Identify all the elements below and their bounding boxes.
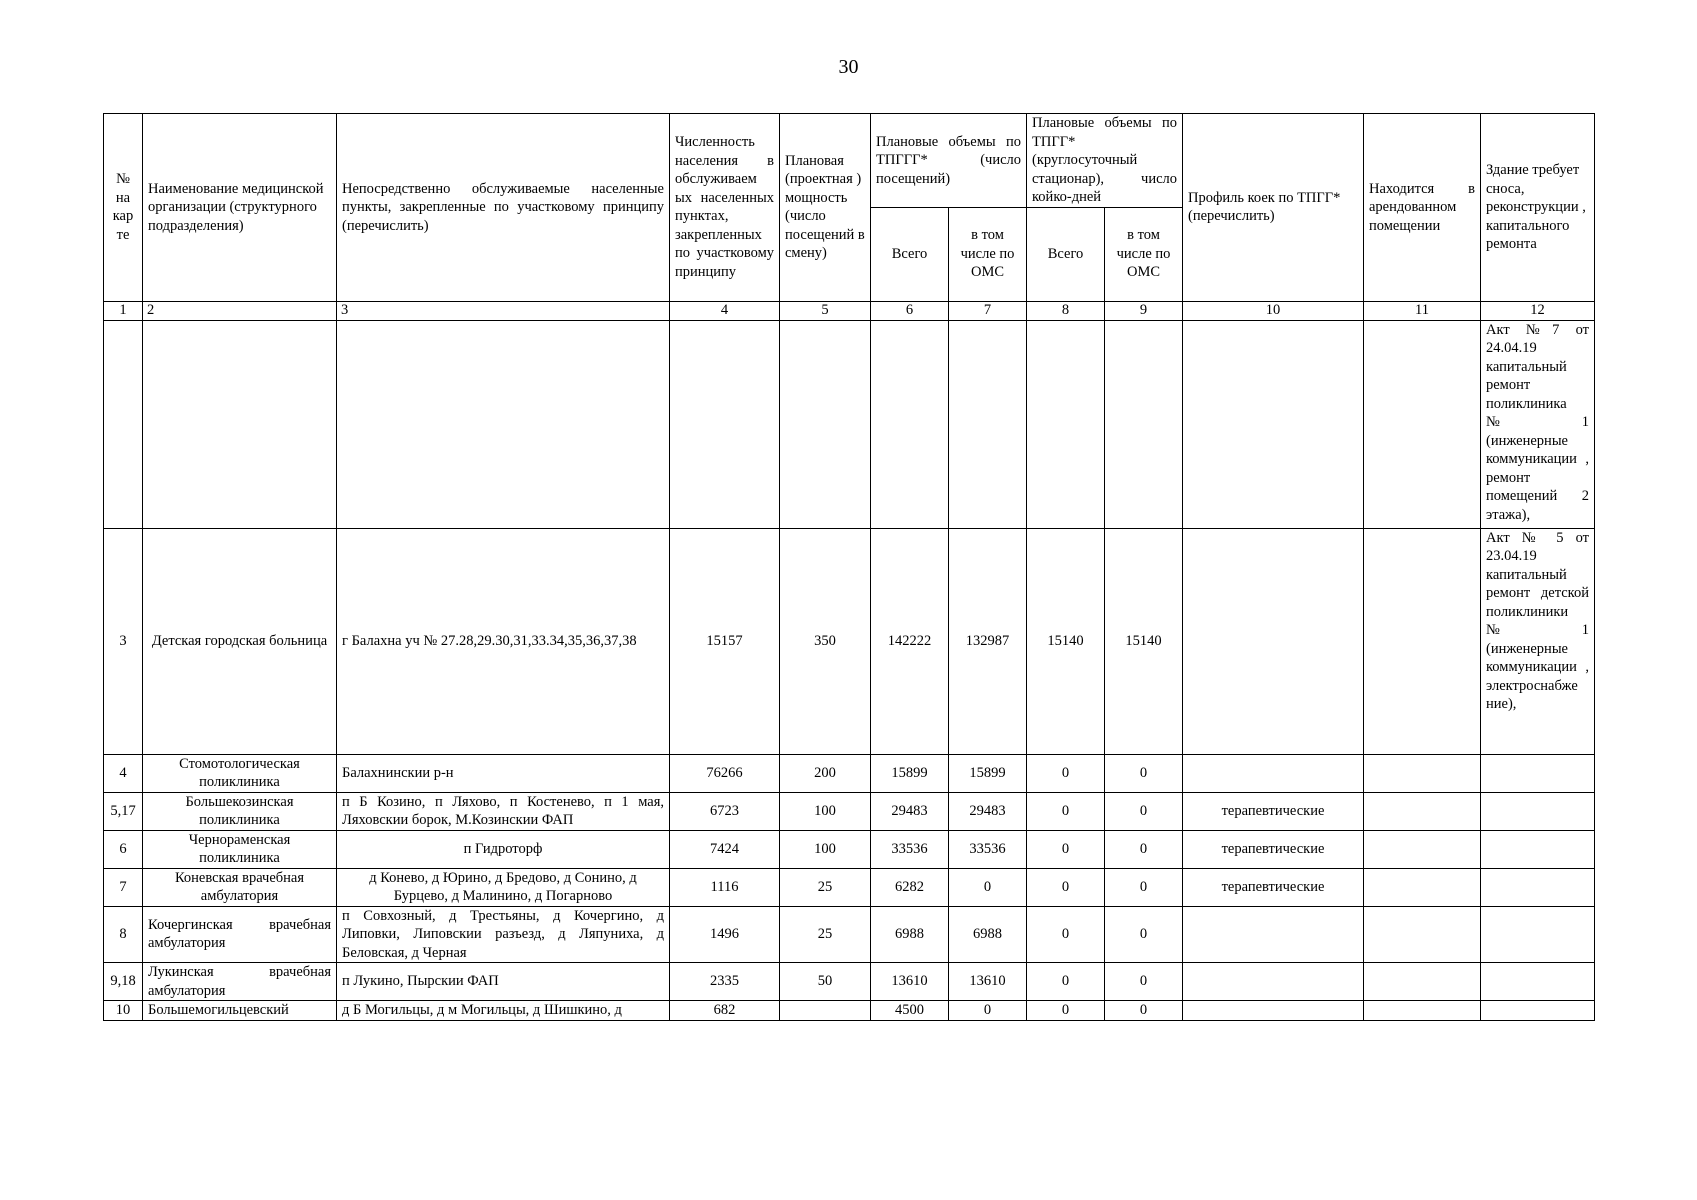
cell-population: 1116 [670, 868, 780, 906]
cell-map-number: 9,18 [104, 963, 143, 1001]
cell-beds-oms: 0 [1105, 754, 1183, 792]
cell-building-repair [1481, 868, 1595, 906]
header-beds-oms: в том числе по ОМС [1105, 207, 1183, 301]
cell-visits-total: 15899 [871, 754, 949, 792]
cell-visits-total: 29483 [871, 792, 949, 830]
cell-visits-total: 13610 [871, 963, 949, 1001]
header-capacity: Плановая (проектная ) мощность (число посещений в смену) [780, 114, 871, 302]
cell-visits-total: 33536 [871, 830, 949, 868]
cell-beds-oms: 0 [1105, 830, 1183, 868]
cell-rented [1364, 320, 1481, 528]
table-row [104, 320, 1595, 528]
cell-map-number: 10 [104, 1001, 143, 1021]
cell-beds-total: 0 [1027, 868, 1105, 906]
cell-map-number: 8 [104, 906, 143, 963]
cell-rented [1364, 963, 1481, 1001]
table-row [104, 906, 1595, 963]
cell-population: 15157 [670, 528, 780, 754]
cell-capacity: 25 [780, 906, 871, 963]
cell-rented [1364, 1001, 1481, 1021]
cell-beds-total: 0 [1027, 1001, 1105, 1021]
cell-organization-name: Большемогильцевский [143, 1001, 337, 1021]
cell-organization-name: Стомотологическая поликлиника [143, 754, 337, 792]
cell-population: 682 [670, 1001, 780, 1021]
cell-building-repair [1481, 792, 1595, 830]
cell-beds-total: 15140 [1027, 528, 1105, 754]
cell-map-number: 6 [104, 830, 143, 868]
cell-map-number [104, 320, 143, 528]
cell-visits-oms: 132987 [949, 528, 1027, 754]
cell-rented [1364, 528, 1481, 754]
cell-organization-name: Большекозинская поликлиника [143, 792, 337, 830]
cell-beds-total: 0 [1027, 754, 1105, 792]
cell-map-number: 3 [104, 528, 143, 754]
column-number: 12 [1481, 301, 1595, 320]
cell-bed-profile [1183, 528, 1364, 754]
cell-organization-name: Чернораменская поликлиника [143, 830, 337, 868]
cell-organization-name [143, 320, 337, 528]
cell-visits-oms: 6988 [949, 906, 1027, 963]
cell-settlements: п Лукино, Пырскии ФАП [337, 963, 670, 1001]
header-organization-name: Наименование медицинской организации (структурного подразделения) [143, 114, 337, 302]
cell-rented [1364, 868, 1481, 906]
cell-rented [1364, 754, 1481, 792]
cell-bed-profile [1183, 754, 1364, 792]
cell-settlements [337, 320, 670, 528]
cell-beds-total: 0 [1027, 830, 1105, 868]
header-settlements: Непосредственно обслуживаемые населенные пункты, закрепленные по участковому принципу (перечислить) [337, 114, 670, 302]
header-building-repair: Здание требует сноса, реконструкции , капитального ремонта [1481, 114, 1595, 302]
cell-organization-name: Детская городская больница [143, 528, 337, 754]
cell-visits-oms: 0 [949, 868, 1027, 906]
cell-visits-total: 6282 [871, 868, 949, 906]
cell-map-number: 7 [104, 868, 143, 906]
header-bed-profile: Профиль коек по ТПГГ* (перечислить) [1183, 114, 1364, 302]
header-visits-group: Плановые объемы по ТПГГГ* (число посещений) [871, 114, 1027, 208]
header-beds-total: Всего [1027, 207, 1105, 301]
cell-rented [1364, 906, 1481, 963]
column-number: 2 [143, 301, 337, 320]
cell-population: 1496 [670, 906, 780, 963]
table-row [104, 792, 1595, 830]
column-number-row [104, 301, 1595, 320]
cell-bed-profile [1183, 1001, 1364, 1021]
column-number: 10 [1183, 301, 1364, 320]
cell-population: 76266 [670, 754, 780, 792]
cell-building-repair [1481, 754, 1595, 792]
column-number: 4 [670, 301, 780, 320]
cell-beds-total: 0 [1027, 906, 1105, 963]
cell-beds-total: 0 [1027, 963, 1105, 1001]
cell-population: 7424 [670, 830, 780, 868]
medical-organizations-table [103, 113, 1595, 1021]
page-number: 30 [838, 56, 859, 78]
cell-map-number: 4 [104, 754, 143, 792]
column-number: 1 [104, 301, 143, 320]
cell-organization-name: Коневская врачебная амбулатория [143, 868, 337, 906]
table-row [104, 528, 1595, 754]
column-number: 6 [871, 301, 949, 320]
header-map-number: № на кар те [104, 114, 143, 302]
cell-capacity [780, 1001, 871, 1021]
cell-visits-oms: 33536 [949, 830, 1027, 868]
cell-capacity: 50 [780, 963, 871, 1001]
cell-building-repair [1481, 830, 1595, 868]
cell-settlements: г Балахна уч № 27.28,29.30,31,33.34,35,36,37,38 [337, 528, 670, 754]
table-row [104, 1001, 1595, 1021]
column-number: 3 [337, 301, 670, 320]
column-number: 7 [949, 301, 1027, 320]
header-row [104, 114, 1595, 208]
cell-settlements: п Совхозный, д Трестьяны, д Кочергино, д Липовки, Липовскии разъезд, д Ляпуниха, д Беловская, д Черная [337, 906, 670, 963]
cell-bed-profile [1183, 906, 1364, 963]
cell-population [670, 320, 780, 528]
cell-population: 6723 [670, 792, 780, 830]
cell-beds-oms: 15140 [1105, 528, 1183, 754]
cell-visits-total: 4500 [871, 1001, 949, 1021]
cell-beds-oms: 0 [1105, 868, 1183, 906]
table-row [104, 868, 1595, 906]
cell-bed-profile: терапевтические [1183, 792, 1364, 830]
cell-organization-name: Кочергинская врачебная амбулатория [143, 906, 337, 963]
table-row [104, 830, 1595, 868]
column-number: 9 [1105, 301, 1183, 320]
cell-population: 2335 [670, 963, 780, 1001]
cell-capacity: 25 [780, 868, 871, 906]
table-row [104, 963, 1595, 1001]
cell-beds-oms: 0 [1105, 963, 1183, 1001]
header-visits-oms: в том числе по ОМС [949, 207, 1027, 301]
column-number: 11 [1364, 301, 1481, 320]
cell-visits-oms: 13610 [949, 963, 1027, 1001]
cell-visits-total: 142222 [871, 528, 949, 754]
cell-visits-oms: 15899 [949, 754, 1027, 792]
cell-bed-profile: терапевтические [1183, 830, 1364, 868]
cell-capacity: 350 [780, 528, 871, 754]
cell-capacity [780, 320, 871, 528]
cell-bed-profile [1183, 320, 1364, 528]
cell-building-repair [1481, 1001, 1595, 1021]
header-population: Численность населения в обслуживаем ых населенных пунктах, закрепленных по участковому принципу [670, 114, 780, 302]
cell-beds-total: 0 [1027, 792, 1105, 830]
cell-organization-name: Лукинская врачебная амбулатория [143, 963, 337, 1001]
cell-rented [1364, 830, 1481, 868]
cell-visits-total: 6988 [871, 906, 949, 963]
cell-visits-oms [949, 320, 1027, 528]
cell-building-repair [1481, 963, 1595, 1001]
column-number: 8 [1027, 301, 1105, 320]
cell-rented [1364, 792, 1481, 830]
cell-visits-total [871, 320, 949, 528]
cell-building-repair [1481, 906, 1595, 963]
cell-settlements: п Б Козино, п Ляхово, п Костенево, п 1 мая, Ляховскии борок, М.Козинскии ФАП [337, 792, 670, 830]
cell-settlements: п Гидроторф [337, 830, 670, 868]
cell-building-repair: Акт № 5 от 23.04.19 капитальный ремонт детской поликлиники №1 (инженерные коммуникации , электроснабже ние), [1481, 528, 1595, 754]
cell-settlements: Балахнинскии р-н [337, 754, 670, 792]
cell-map-number: 5,17 [104, 792, 143, 830]
cell-capacity: 100 [780, 830, 871, 868]
cell-bed-profile [1183, 963, 1364, 1001]
cell-settlements: д Конево, д Юрино, д Бредово, д Сонино, д Бурцево, д Малинино, д Погарново [337, 868, 670, 906]
table-row [104, 754, 1595, 792]
cell-visits-oms: 0 [949, 1001, 1027, 1021]
cell-visits-oms: 29483 [949, 792, 1027, 830]
cell-beds-oms [1105, 320, 1183, 528]
column-number: 5 [780, 301, 871, 320]
cell-beds-oms: 0 [1105, 906, 1183, 963]
cell-beds-total [1027, 320, 1105, 528]
cell-bed-profile: терапевтические [1183, 868, 1364, 906]
cell-capacity: 200 [780, 754, 871, 792]
cell-beds-oms: 0 [1105, 1001, 1183, 1021]
header-rented: Находится в арендованном помещении [1364, 114, 1481, 302]
cell-settlements: д Б Могильцы, д м Могильцы, д Шишкино, д [337, 1001, 670, 1021]
cell-beds-oms: 0 [1105, 792, 1183, 830]
cell-capacity: 100 [780, 792, 871, 830]
header-visits-total: Всего [871, 207, 949, 301]
cell-building-repair: Акт №7 от 24.04.19 капитальный ремонт поликлиника №1 (инженерные коммуникации , ремонт помещений 2 этажа), [1481, 320, 1595, 528]
header-beds-group: Плановые объемы по ТПГГ* (круглосуточный стационар), число койко-дней [1027, 114, 1183, 208]
